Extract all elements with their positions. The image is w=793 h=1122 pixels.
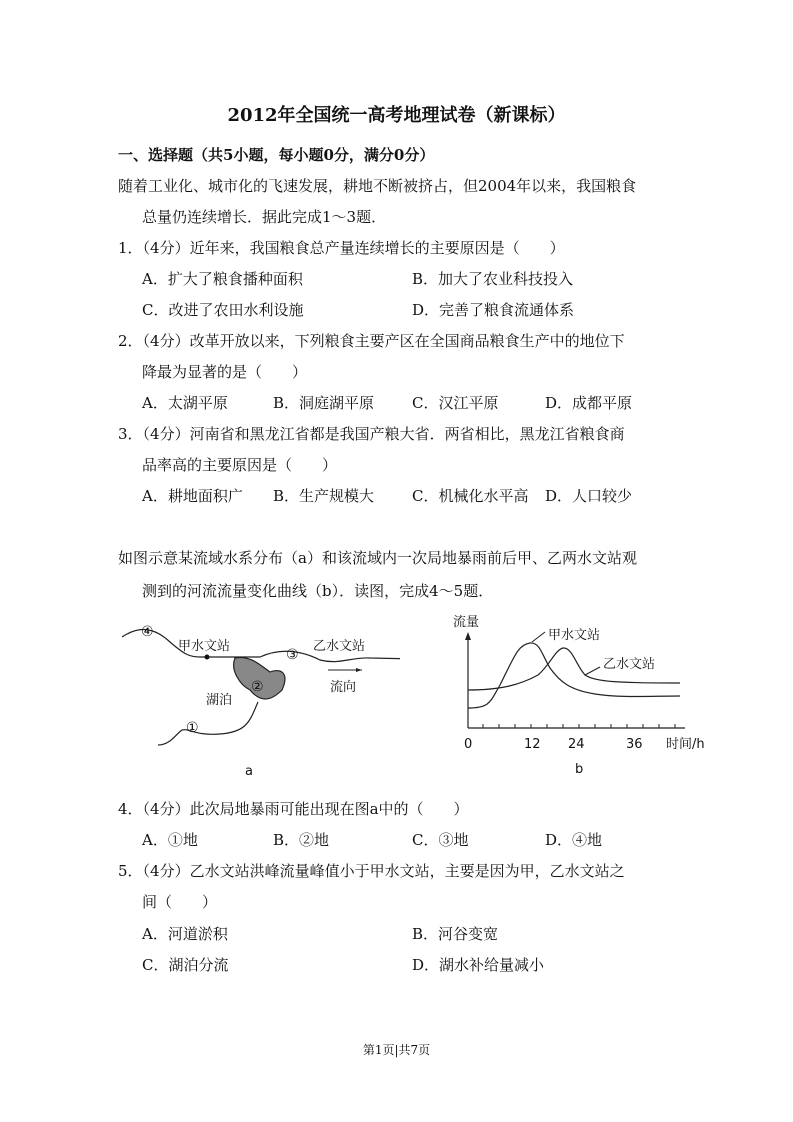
intro-text: 总量仍连续增长．据此完成1～3题． bbox=[142, 208, 387, 226]
option: D．完善了粮食流通体系 bbox=[412, 301, 575, 319]
option: A．①地 bbox=[142, 831, 198, 849]
x-tick-label: 24 bbox=[568, 737, 585, 752]
series-jia-line bbox=[468, 643, 680, 708]
option: D．成都平原 bbox=[545, 394, 633, 412]
option: A．扩大了粮食播种面积 bbox=[142, 270, 303, 288]
option: C．汉江平原 bbox=[412, 394, 499, 412]
point-3-label: ③ bbox=[286, 647, 299, 663]
question-3: 3．（4分）河南省和黑龙江省都是我国产粮大省．两省相比，黑龙江省粮食商 bbox=[118, 425, 625, 443]
station-jia-label: 甲水文站 bbox=[178, 639, 231, 654]
question-5: 5．（4分）乙水文站洪峰流量峰值小于甲水文站，主要是因为甲，乙水文站之 bbox=[118, 862, 625, 880]
leader-line bbox=[532, 632, 545, 642]
point-4-label: ④ bbox=[141, 624, 154, 640]
series-yi-label: 乙水文站 bbox=[603, 657, 656, 672]
page-title: 2012年全国统一高考地理试卷（新课标） bbox=[227, 105, 566, 126]
leader-line bbox=[585, 667, 600, 675]
arrow-head-icon bbox=[356, 668, 362, 672]
lake-label: 湖泊 bbox=[206, 693, 233, 708]
page-footer: 第1页|共7页 bbox=[362, 1043, 431, 1057]
question-1: 1．（4分）近年来，我国粮食总产量连续增长的主要原因是（ ） bbox=[118, 239, 565, 257]
y-axis-arrow-icon bbox=[465, 632, 471, 640]
x-tick-label: 0 bbox=[464, 737, 473, 752]
station-yi-label: 乙水文站 bbox=[313, 639, 366, 654]
point-2-label: ② bbox=[251, 679, 264, 695]
question-5-cont: 间（ ） bbox=[142, 893, 218, 911]
option: B．②地 bbox=[273, 831, 330, 849]
question-2-cont: 降最为显著的是（ ） bbox=[142, 363, 308, 381]
y-axis-label: 流量 bbox=[453, 615, 480, 630]
option: C．改进了农田水利设施 bbox=[142, 301, 304, 319]
figure-b-caption: b bbox=[575, 762, 584, 777]
station-jia-dot bbox=[205, 655, 210, 660]
option: A．太湖平原 bbox=[142, 394, 228, 412]
option: C．③地 bbox=[412, 831, 469, 849]
x-axis-label: 时间/h bbox=[666, 737, 705, 752]
option: A．河道淤积 bbox=[142, 925, 228, 943]
x-tick-label: 12 bbox=[524, 737, 541, 752]
option: D．湖水补给量减小 bbox=[412, 956, 545, 974]
option: C．湖泊分流 bbox=[142, 956, 229, 974]
option: B．加大了农业科技投入 bbox=[412, 270, 574, 288]
option: D．④地 bbox=[545, 831, 603, 849]
figure-a-river-map bbox=[110, 610, 400, 780]
option: B．洞庭湖平原 bbox=[273, 394, 375, 412]
section-heading: 一、选择题（共5小题，每小题0分，满分0分） bbox=[118, 146, 435, 164]
intro-text: 随着工业化、城市化的飞速发展，耕地不断被挤占，但2004年以来，我国粮食 bbox=[118, 177, 637, 195]
x-tick-label: 36 bbox=[626, 737, 643, 752]
series-jia-label: 甲水文站 bbox=[548, 628, 601, 643]
option: B．生产规模大 bbox=[273, 487, 375, 505]
intro-text: 如图示意某流域水系分布（a）和该流域内一次局地暴雨前后甲、乙两水文站观 bbox=[118, 549, 637, 567]
question-2: 2．（4分）改革开放以来，下列粮食主要产区在全国商品粮食生产中的地位下 bbox=[118, 332, 625, 350]
option: B．河谷变宽 bbox=[412, 925, 499, 943]
figure-b-flow-chart bbox=[420, 610, 740, 780]
point-1-label: ① bbox=[186, 720, 199, 736]
flow-label: 流向 bbox=[330, 680, 357, 695]
option: C．机械化水平高 bbox=[412, 487, 529, 505]
intro-text: 测到的河流流量变化曲线（b）．读图，完成4～5题． bbox=[142, 582, 494, 600]
figure-a-caption: a bbox=[245, 764, 253, 779]
option: D．人口较少 bbox=[545, 487, 633, 505]
tributary bbox=[158, 702, 258, 745]
option: A．耕地面积广 bbox=[142, 487, 243, 505]
question-3-cont: 品率高的主要原因是（ ） bbox=[142, 456, 338, 474]
question-4: 4．（4分）此次局地暴雨可能出现在图a中的（ ） bbox=[118, 800, 469, 818]
